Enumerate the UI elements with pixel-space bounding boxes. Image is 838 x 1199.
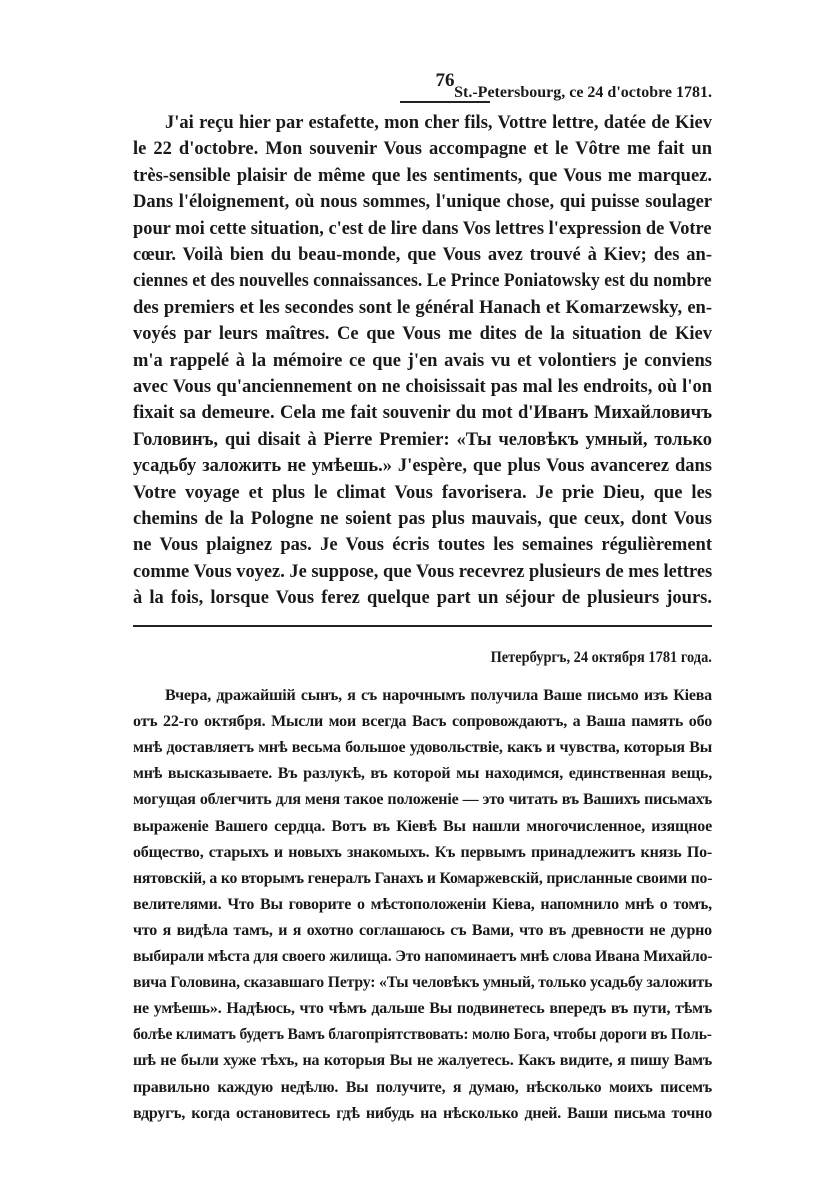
french-dateline: St.-Petersbourg, ce 24 d'octobre 1781.: [454, 84, 712, 101]
text-line: m'a rappelé à la mémoire ce que j'en avais vu et volontiers je conviens: [133, 350, 712, 371]
text-line: J'ai reçu hier par estafette, mon cher fils, Vottre lettre, datée de Kiev: [165, 113, 712, 133]
text-line: chemins de la Pologne ne soient pas plus mauvais, que ceux, dont Vous: [133, 509, 712, 529]
text-line: правильно каждую недѣлю. Вы получите, я думаю, нѣсколько моихъ писемъ: [133, 1078, 712, 1096]
text-line: Votre voyage et plus le climat Vous favorisera. Je prie Dieu, que les: [133, 482, 712, 503]
text-line: мнѣ высказываете. Въ разлукѣ, въ которой мы находимся, единственная вещь,: [133, 765, 712, 783]
text-line: выраженіе Вашего сердца. Вотъ въ Кіевѣ Вы нашли многочисленное, изящное: [133, 817, 712, 835]
text-line: вича Головина, сказавшаго Петру: «Ты человѣкъ умный, только усадьбу заложить: [133, 974, 713, 992]
text-line: fixait sa demeure. Cela me fait souvenir du mot d'Иванъ Михайловичъ: [133, 403, 712, 424]
text-line: велителями. Что Вы говорите о мѣстоположеніи Кіева, напомнило мнѣ о томъ,: [133, 895, 712, 913]
page-number: 76: [435, 70, 455, 91]
text-line: могущая облегчить для меня такое положеніе — это читать въ Вашихъ письмахъ: [133, 791, 712, 809]
text-line: à la fois, lorsque Vous ferez quelque part un séjour de plusieurs jours.: [133, 588, 712, 609]
text-line: не умѣешь». Надѣюсь, что чѣмъ дальше Вы подвинетесь впередъ въ пути, тѣмъ: [133, 1000, 712, 1018]
text-line: le 22 d'octobre. Mon souvenir Vous accompagne et le Vôtre me fait un: [133, 139, 712, 160]
text-line: отъ 22-го октября. Мысли мои всегда Васъ сопровождаютъ, а Ваша память обо: [133, 713, 712, 731]
text-line: выбирали мѣста для своего жилища. Это напоминаетъ мнѣ слова Ивана Михайло-: [133, 948, 713, 965]
text-line: pour moi cette situation, c'est de lire dans Vos lettres l'expression de Votre: [133, 218, 712, 239]
section-divider: [133, 625, 712, 627]
text-line: comme Vous voyez. Je suppose, que Vous recevrez plusieurs de mes lettres: [133, 561, 713, 582]
text-line: усадьбу заложить не умѣешь.» J'espère, que plus Vous avancerez dans: [133, 456, 712, 477]
text-line: très-sensible plaisir de même que les sentiments, que Vous me marquez.: [133, 165, 712, 186]
text-line: des premiers et les secondes sont le général Hanach et Komarzewsky, en-: [133, 297, 712, 318]
text-line: ne Vous plaignez pas. Je Vous écris toutes les semaines régulièrement: [133, 535, 712, 556]
text-line: что я видѣла тамъ, и я охотно соглашаюсь съ Вами, что въ древности не дурно: [133, 921, 712, 939]
text-line: cœur. Voilà bien du beau-monde, que Vous avez trouvé à Kiev; des an-: [133, 245, 712, 265]
text-line: мнѣ доставляетъ мнѣ весьма большое удовольствіе, какъ и чувства, которыя Вы: [133, 739, 712, 757]
text-line: шѣ не были хуже тѣхъ, на которыя Вы не жалуетесь. Какъ видите, я пишу Вамъ: [133, 1052, 712, 1070]
text-line: Головинъ, qui disait à Pierre Premier: «Ты человѣкъ умный, только: [133, 429, 712, 450]
text-line: общество, старыхъ и новыхъ знакомыхъ. Къ первымъ принадлежитъ князь По-: [133, 843, 712, 861]
text-line: voyés par leurs maîtres. Ce que Vous me dites de la situation de Kiev: [133, 324, 712, 345]
text-line: болѣе климатъ будетъ Вамъ благопріятствовать: молю Бога, чтобы дороги въ Поль-: [133, 1026, 712, 1044]
text-line: нятовскій, а ко вторымъ генералъ Ганахъ и Комаржевскій, присланные своими по-: [133, 869, 713, 887]
text-line: ciennes et des nouvelles connaissances. Le Prince Poniatowsky est du nombre: [133, 271, 712, 292]
russian-dateline: Петербургъ, 24 октября 1781 года.: [490, 649, 712, 666]
text-line: вдругъ, когда остановитесь гдѣ нибудь на нѣсколько дней. Ваши письма точно: [133, 1104, 712, 1122]
text-line: avec Vous qu'anciennement on ne choisissait pas mal les endroits, où l'on: [133, 377, 712, 397]
text-line: Dans l'éloignement, où nous sommes, l'unique chose, qui puisse soulager: [133, 192, 712, 213]
text-line: Вчера, дражайшій сынъ, я съ нарочнымъ получила Ваше письмо изъ Кіева: [165, 687, 712, 704]
